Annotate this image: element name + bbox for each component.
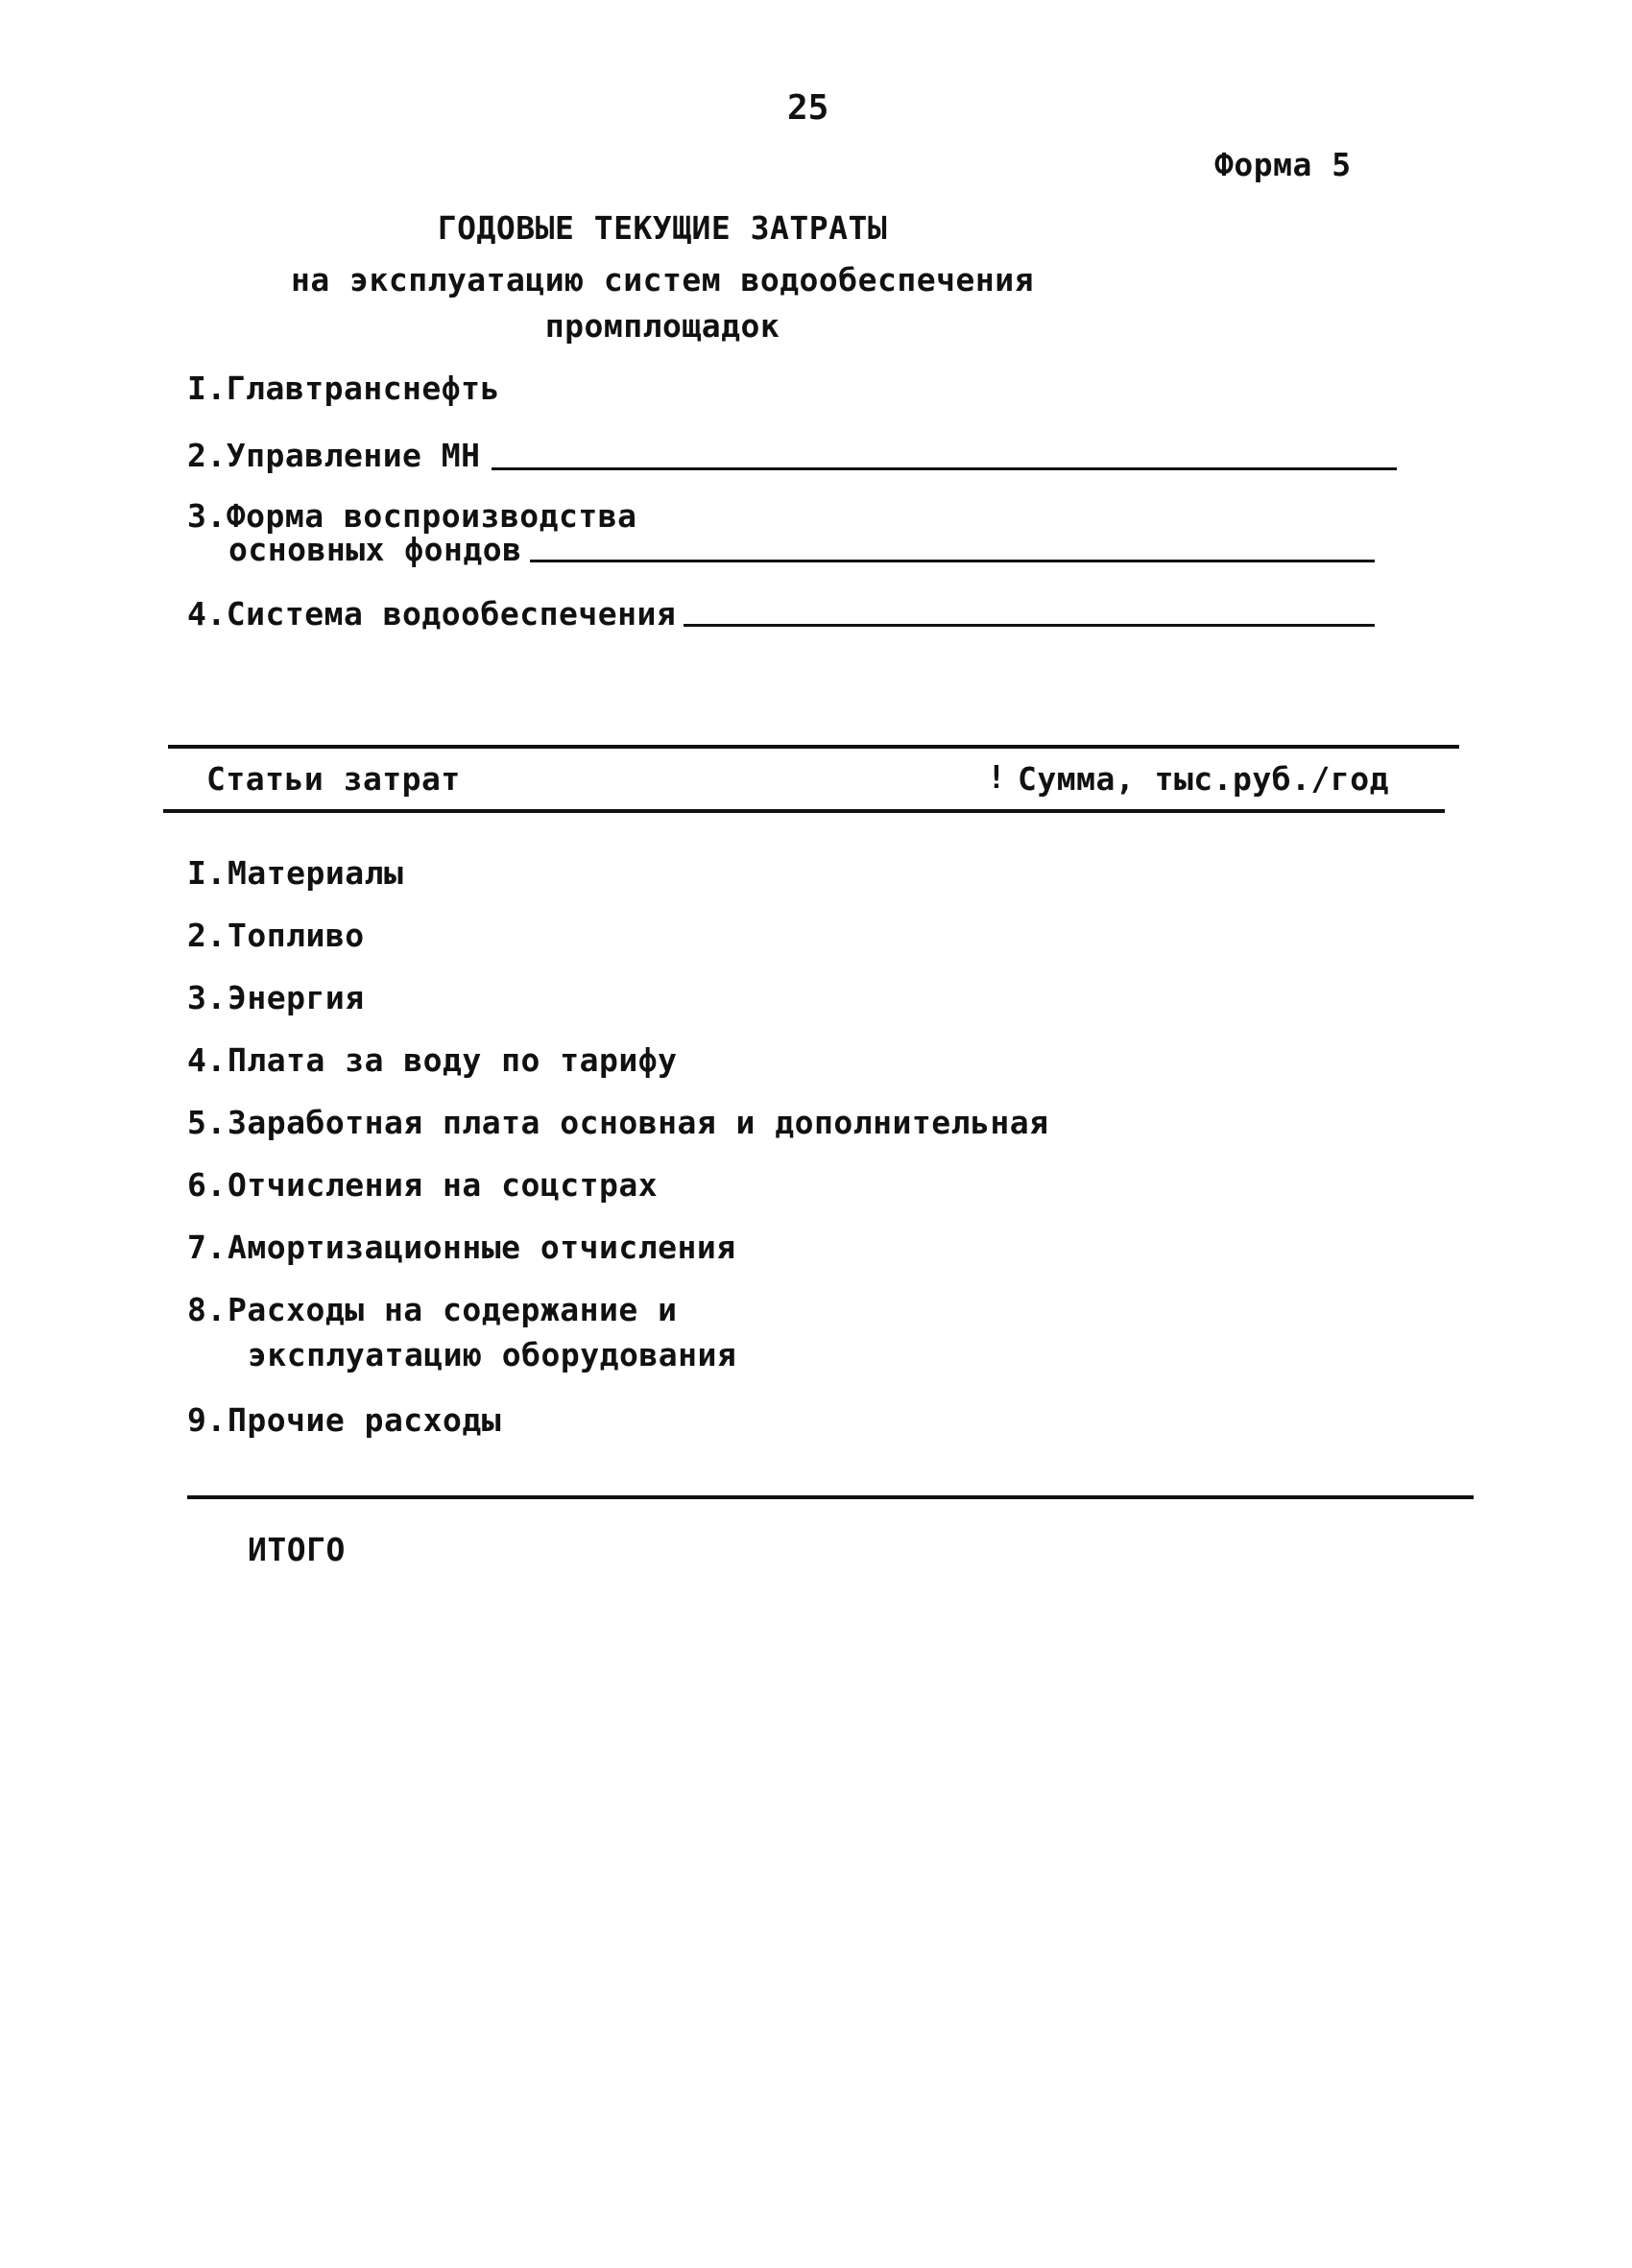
field-forma-vosproizvodstva-line[interactable] bbox=[530, 560, 1375, 562]
row-number: 7. bbox=[187, 1229, 227, 1266]
row-number: 9. bbox=[187, 1401, 227, 1439]
table-row bbox=[187, 979, 365, 1016]
field-number: 3. bbox=[187, 497, 227, 535]
table-top-rule bbox=[168, 745, 1459, 749]
table-row bbox=[187, 1401, 501, 1439]
row-number: 6. bbox=[187, 1166, 227, 1204]
row-text: Энергия bbox=[228, 979, 365, 1016]
row-text: Плата за воду по тарифу bbox=[228, 1041, 678, 1079]
field-label: Система водообеспечения bbox=[226, 595, 677, 633]
field-label: Форма воспроизводства bbox=[226, 497, 637, 535]
row-text: Прочие расходы bbox=[228, 1401, 502, 1439]
row-text: Отчисления на соцстрах bbox=[228, 1166, 659, 1204]
table-total-rule bbox=[187, 1495, 1474, 1499]
row-text: Заработная плата основная и дополнительная bbox=[228, 1104, 1049, 1141]
row-number: 8. bbox=[187, 1291, 227, 1328]
row-number: 4. bbox=[187, 1041, 227, 1079]
field-sistema-vodoobespecheniya bbox=[187, 595, 676, 633]
table-row bbox=[187, 1104, 1048, 1141]
field-number: 2. bbox=[187, 437, 227, 474]
table-row bbox=[187, 854, 403, 892]
row-text: Материалы bbox=[228, 854, 404, 892]
column-header-sum: Сумма, тыс.руб./год bbox=[1018, 760, 1389, 798]
table-row bbox=[187, 1041, 677, 1079]
field-sistema-vodoobespecheniya-line[interactable] bbox=[684, 624, 1375, 627]
table-row bbox=[187, 917, 365, 954]
row-text-continued: эксплуатацию оборудования bbox=[248, 1336, 737, 1373]
page-number: 25 bbox=[787, 88, 829, 128]
total-label: ИТОГО bbox=[248, 1531, 346, 1568]
table-row bbox=[187, 1166, 658, 1204]
row-text: Топливо bbox=[228, 917, 365, 954]
row-number: I. bbox=[187, 854, 227, 892]
row-number: 2. bbox=[187, 917, 227, 954]
field-label: Главтранснефть bbox=[226, 370, 500, 407]
row-number: 5. bbox=[187, 1104, 227, 1141]
field-number: 4. bbox=[187, 595, 227, 633]
row-number: 3. bbox=[187, 979, 227, 1016]
table-row bbox=[187, 1291, 677, 1328]
field-upravlenie-mn-line[interactable] bbox=[492, 467, 1397, 470]
field-glavtransneft bbox=[187, 370, 500, 407]
table-header-rule bbox=[163, 809, 1445, 813]
document-subtitle-line2: промплощадок bbox=[544, 307, 780, 345]
field-forma-vosproizvodstva bbox=[187, 497, 636, 535]
form-label: Форма 5 bbox=[1214, 146, 1352, 183]
row-text: Амортизационные отчисления bbox=[228, 1229, 736, 1266]
field-number: I. bbox=[187, 370, 227, 407]
column-header-items: Статьи затрат bbox=[206, 760, 461, 798]
table-row bbox=[187, 1229, 736, 1266]
column-separator: ! bbox=[987, 758, 1007, 796]
document-title: ГОДОВЫЕ ТЕКУЩИЕ ЗАТРАТЫ bbox=[437, 209, 888, 247]
document-subtitle-line1: на эксплуатацию систем водообеспечения bbox=[291, 261, 1034, 298]
field-label-continued: основных фондов bbox=[228, 531, 522, 568]
field-label: Управление МН bbox=[226, 437, 481, 474]
row-text: Расходы на содержание и bbox=[228, 1291, 678, 1328]
field-upravlenie-mn bbox=[187, 437, 481, 474]
